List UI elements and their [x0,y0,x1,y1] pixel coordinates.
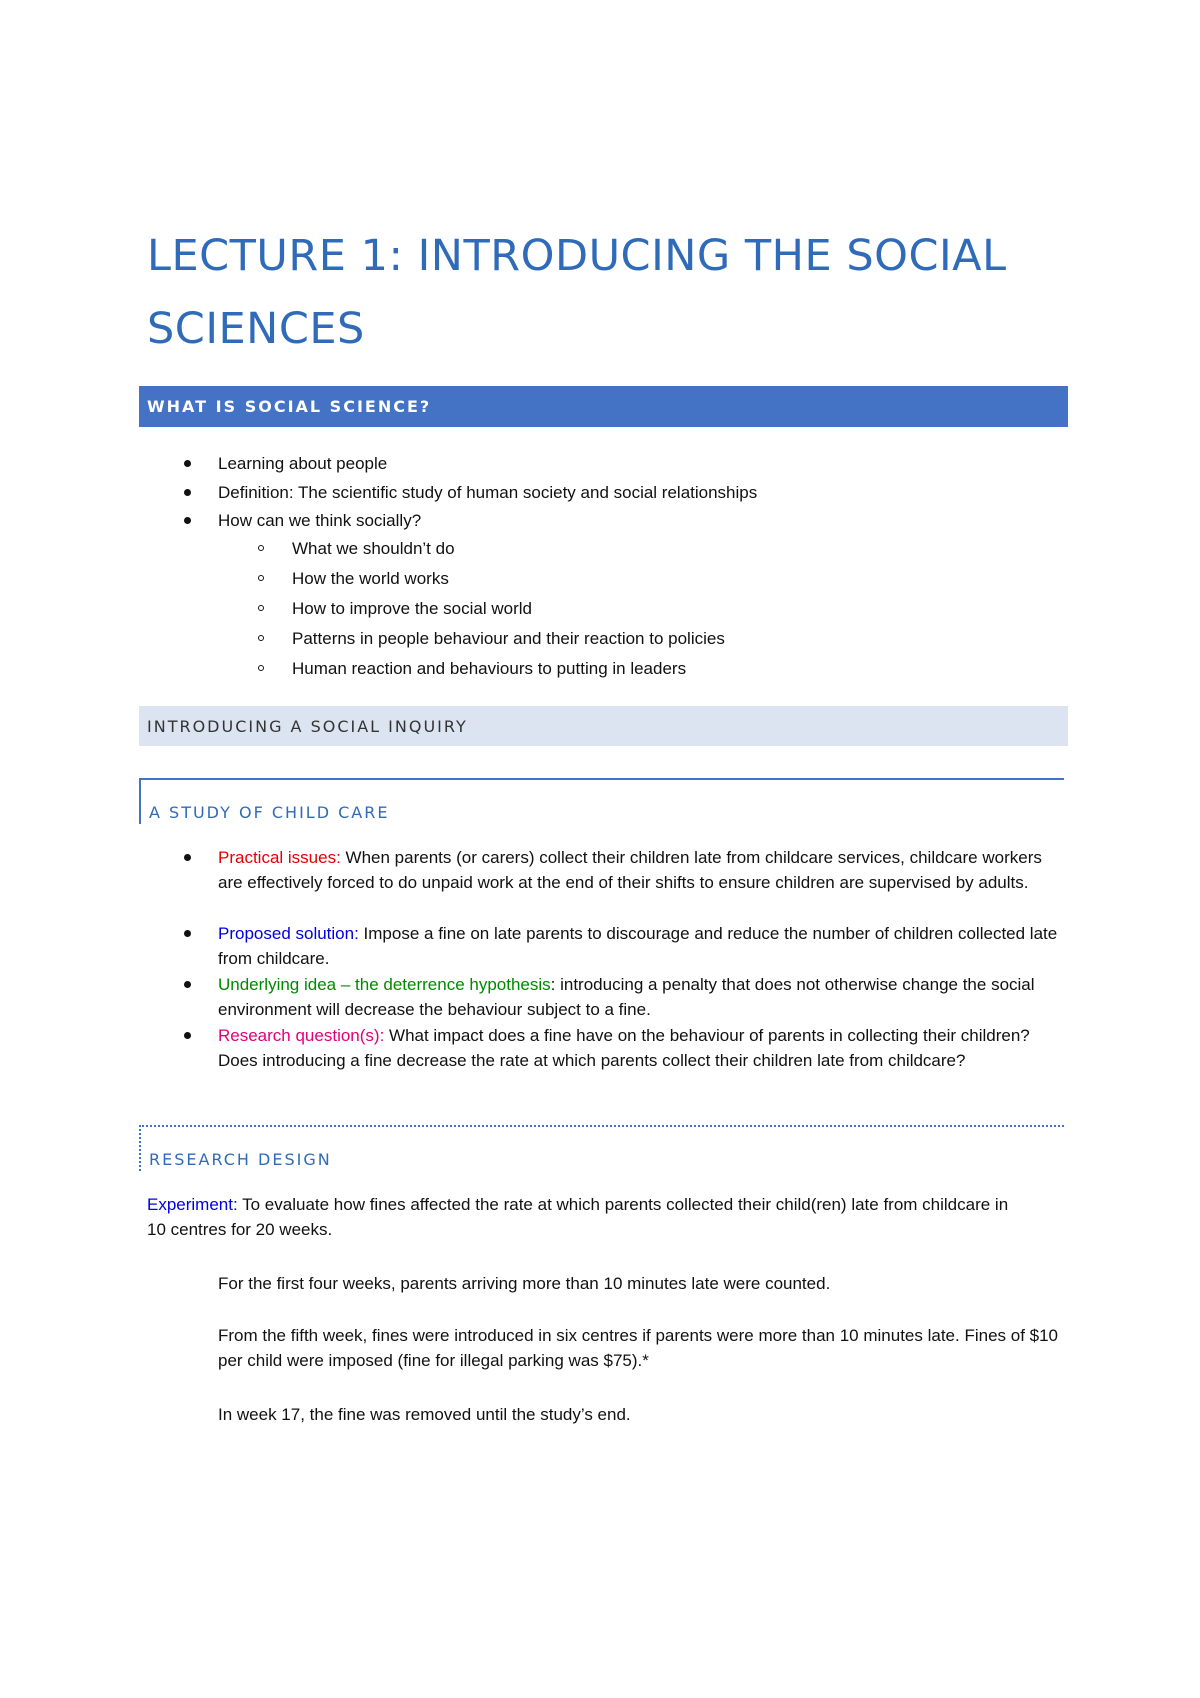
section-heading-text: RESEARCH DESIGN [149,1150,332,1169]
list-item-text: How can we think socially? [218,511,422,530]
list-item-text: Impose a fine on late parents to discourage and reduce the number of children collected late from childcare. [218,924,1058,968]
list-item [218,480,1068,505]
list-item-label: Research question(s): [218,1026,385,1045]
sub-list-item [292,626,1072,651]
circle-bullet-icon [258,575,264,581]
section-heading-text: A STUDY OF CHILD CARE [149,803,390,822]
list-item-label: Practical issues: [218,848,341,867]
sub-list-item-text: How the world works [292,569,449,588]
sub-list-item-text: How to improve the social world [292,599,532,618]
list-item-text: When parents (or carers) collect their children late from childcare services, childcare workers are effectively forced to do unpaid work at the end of their shifts to ensure children are supervised by adults. [218,848,1042,892]
circle-bullet-icon [258,665,264,671]
section-heading-child-care [139,778,1064,824]
circle-bullet-icon [258,545,264,551]
experiment-text: To evaluate how fines affected the rate at which parents collected their child(ren) late from childcare in 10 centres for 20 weeks. [147,1195,1009,1239]
list-item-practical-issues [218,845,1068,895]
list-item-text: Learning about people [218,454,388,473]
list-item-text: What impact does a fine have on the behaviour of parents in collecting their children? Does introducing a fine decrease the rate at which parents collect their children late from childcare? [218,1026,1030,1070]
section-heading-what-is-social-science [139,386,1068,427]
bullet-icon [184,460,191,467]
list-item-label: Underlying idea – the deterrence hypothesis [218,975,551,994]
bullet-icon [184,489,191,496]
list-item-underlying-idea [218,972,1068,1022]
section-heading-text: WHAT IS SOCIAL SCIENCE? [147,397,432,416]
bullet-icon [184,1032,191,1039]
paragraph: For the first four weeks, parents arriving more than 10 minutes late were counted. [218,1274,831,1293]
experiment-paragraph [147,1192,1017,1242]
sub-list-item-text: Human reaction and behaviours to putting in leaders [292,659,687,678]
list-item-text: Definition: The scientific study of human society and social relationships [218,483,758,502]
circle-bullet-icon [258,635,264,641]
list-item-proposed-solution [218,921,1068,971]
bullet-icon [184,854,191,861]
sub-list-item [292,656,1072,681]
list-item-label: Proposed solution: [218,924,359,943]
sub-list-item [292,536,1072,561]
section-heading-research-design [139,1125,1064,1171]
circle-bullet-icon [258,605,264,611]
sub-list-item [292,596,1072,621]
sub-list-item-text: Patterns in people behaviour and their reaction to policies [292,629,725,648]
section-heading-social-inquiry [139,706,1068,746]
list-item-text: : introducing a penalty that does not otherwise change the social environment will decrease the behaviour subject to a fine. [218,975,1035,1019]
experiment-label: Experiment: [147,1195,238,1214]
section-heading-text: INTRODUCING A SOCIAL INQUIRY [147,716,468,736]
list-item [218,451,1068,476]
sub-list-item [292,566,1072,591]
bullet-icon [184,930,191,937]
paragraph: In week 17, the fine was removed until the study’s end. [218,1405,631,1424]
list-item [218,508,1068,533]
sub-list-item-text: What we shouldn’t do [292,539,455,558]
bullet-icon [184,517,191,524]
page-title: LECTURE 1: INTRODUCING THE SOCIAL SCIENCES [147,231,1007,354]
bullet-icon [184,981,191,988]
paragraph: From the fifth week, fines were introduced in six centres if parents were more than 10 minutes late. Fines of $10 per child were imposed (fine for illegal parking was $75).* [218,1326,1059,1370]
list-item-research-questions [218,1023,1068,1073]
